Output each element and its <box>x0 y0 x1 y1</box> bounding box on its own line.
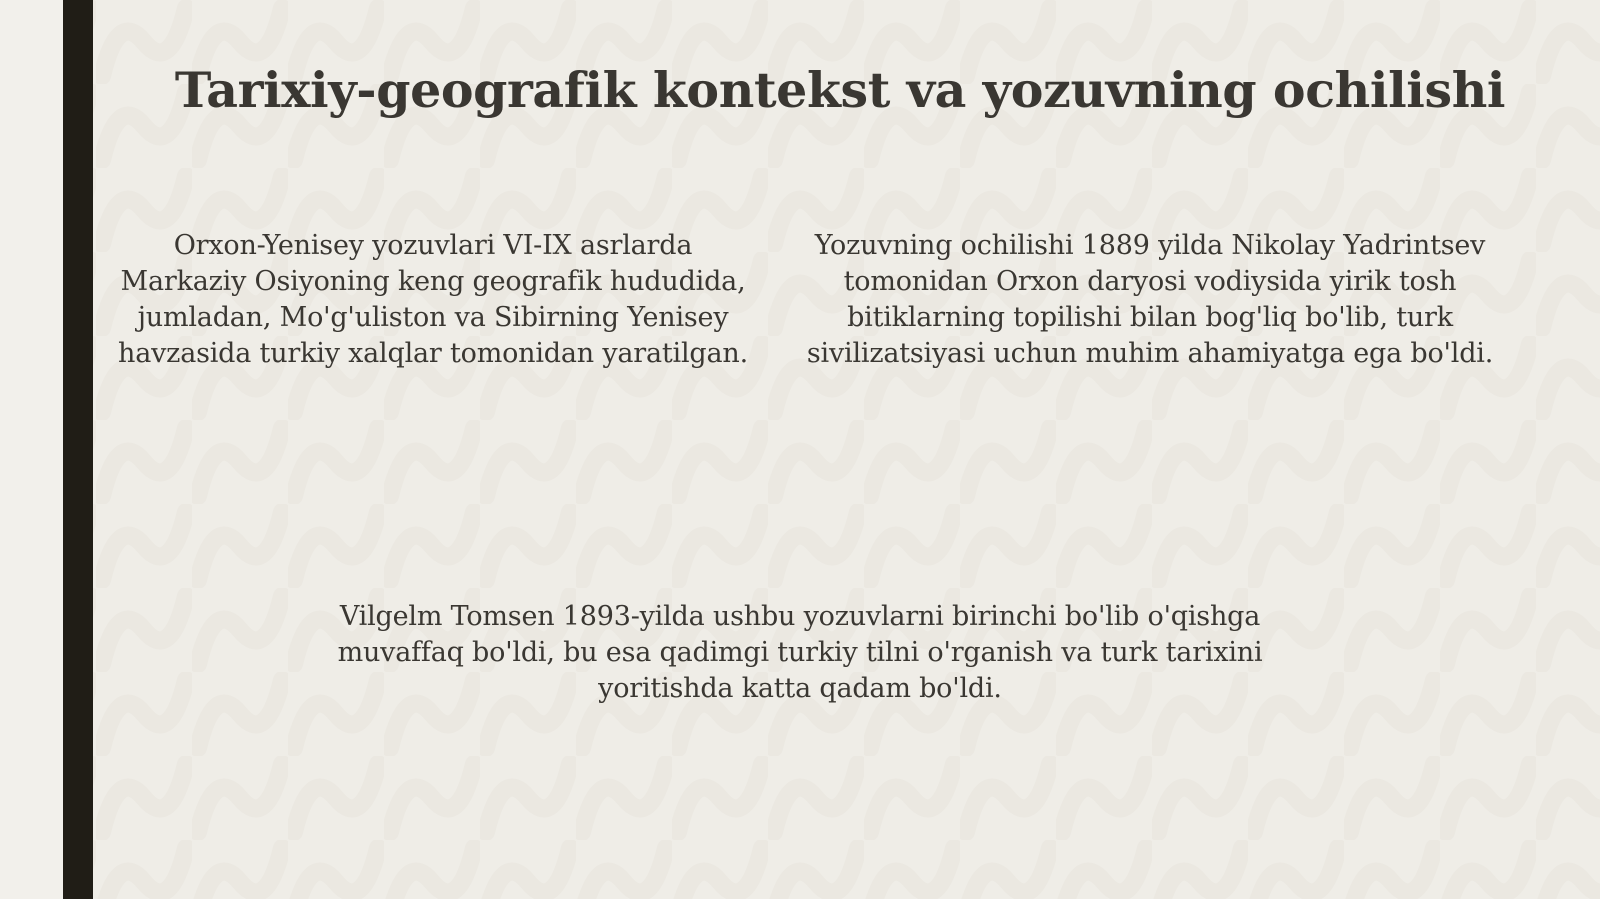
paragraph-discovery: Yozuvning ochilishi 1889 yilda Nikolay Yadrintsev tomonidan Orxon daryosi vodiysida yirik tosh bitiklarning topilishi bilan bog'liq bo'lib, turk sivilizatsiyasi uchun muhim ahamiyatga ega bo'ldi. <box>806 230 1494 369</box>
left-margin-strip <box>0 0 63 899</box>
paragraph-geography: Orxon-Yenisey yozuvlari VI-IX asrlarda Markaziy Osiyoning keng geografik hududida, jumladan, Mo'g'uliston va Sibirning Yenisey havzasida turkiy xalqlar tomonidan yaratilgan. <box>118 230 748 369</box>
left-accent-bar <box>63 0 93 899</box>
slide-title: Tarixiy-geografik kontekst va yozuvning ochilishi <box>174 61 1506 119</box>
paragraph-decipherment: Vilgelm Tomsen 1893-yilda ushbu yozuvlarni birinchi bo'lib o'qishga muvaffaq bo'ldi, bu esa qadimgi turkiy tilni o'rganish va turk tarixini yoritishda katta qadam bo'ldi. <box>337 601 1263 704</box>
